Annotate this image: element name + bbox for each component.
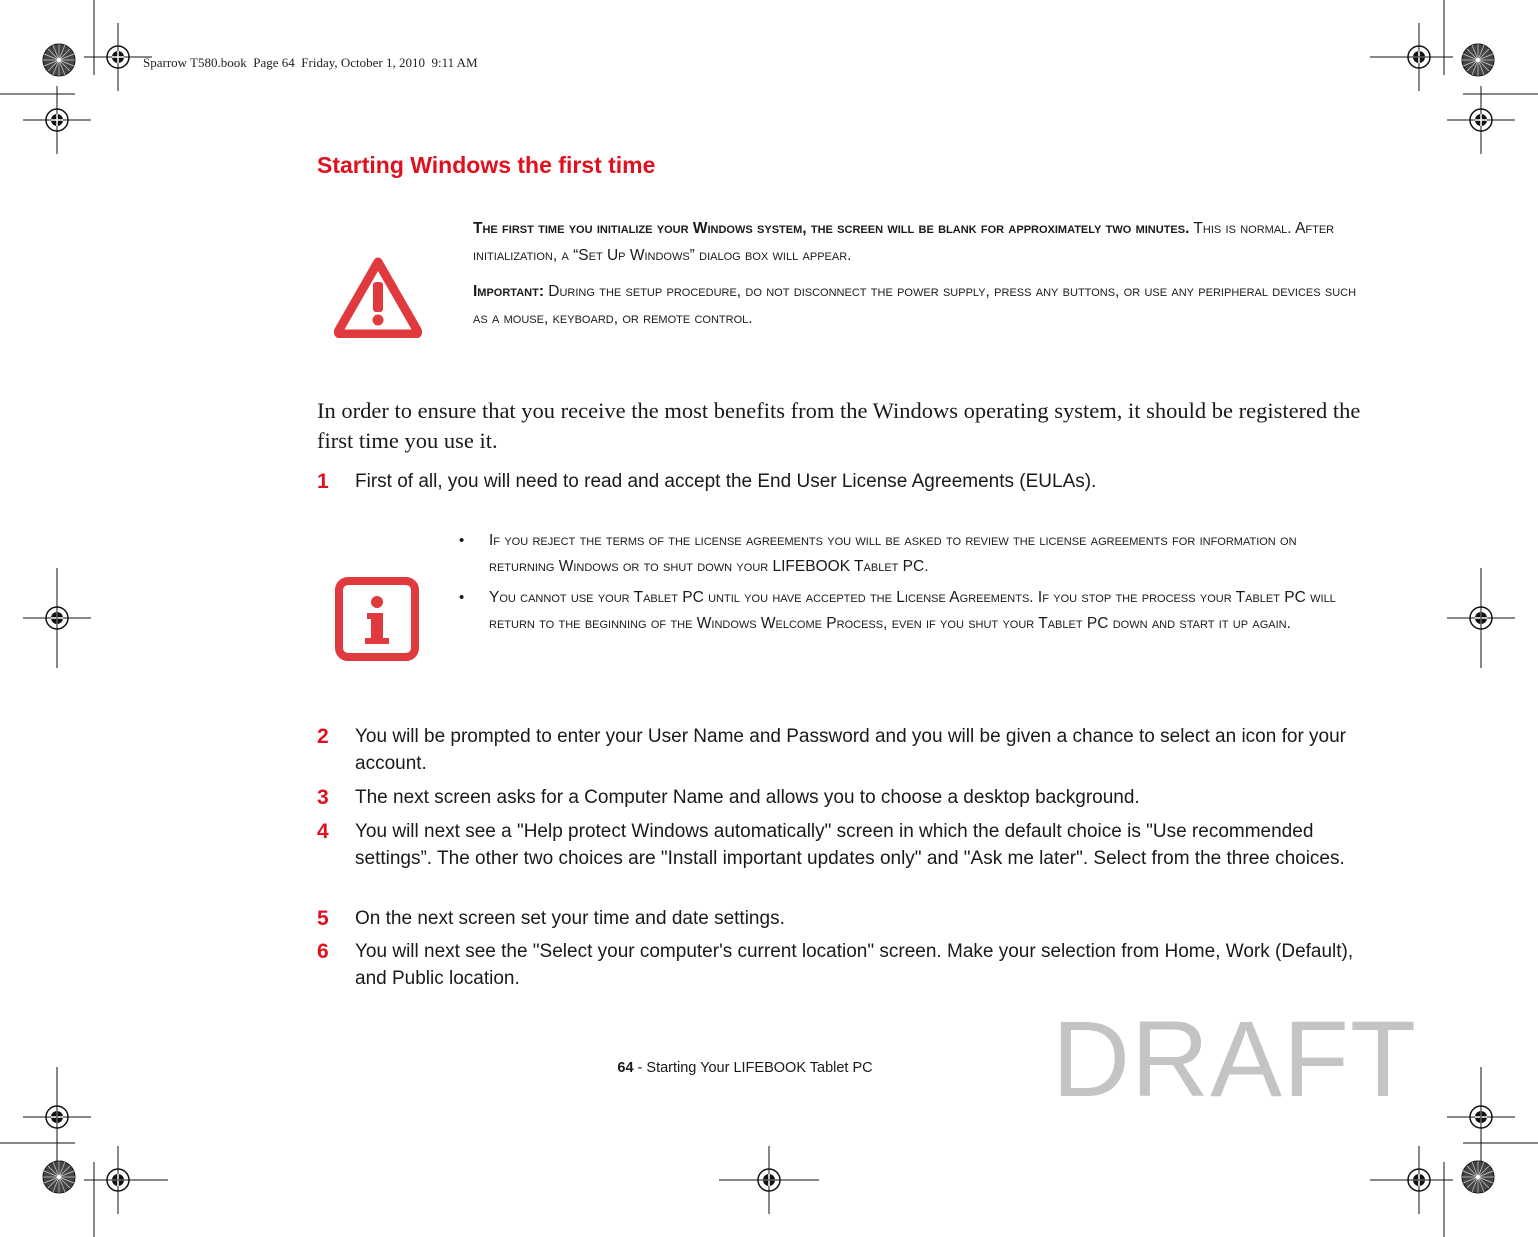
step-text: On the next screen set your time and date settings. [355,908,785,929]
step-item [317,468,1362,495]
step-item [317,818,1362,872]
important-paragraph [473,278,1363,332]
step-number: 4 [317,820,329,843]
important-label: Important: [473,283,544,300]
step-item [317,784,1362,811]
bullet-glyph: • [459,589,465,606]
step-item [317,905,1362,932]
page-title: Starting Windows the first time [317,152,656,178]
intro-paragraph: In order to ensure that you receive the most benefits from the Windows operating system, it should be registered the first time you use it. [317,398,1361,453]
step-text: You will next see the "Select your computer's current location" screen. Make your selection from Home, Work (Default), and Public location. [355,941,1354,989]
page-number: 64 [617,1060,634,1076]
warning-bold: The first time you initialize your Windows system, the screen will be blank for approximately two minutes. [473,220,1190,237]
info-bullet-text: If you reject the terms of the license agreements you will be asked to review the license agreements for information on returning Windows or to shut down your LIFEBOOK Tablet PC. [489,532,1297,575]
warning-paragraph [473,215,1363,269]
info-note-list [455,528,1360,642]
info-bullet [455,585,1360,637]
step-text: First of all, you will need to read and accept the End User License Agreements (EULAs). [355,471,1097,492]
info-bullet [455,528,1360,580]
step-number: 1 [317,470,329,493]
page-footer [0,1060,1490,1076]
footer-text: - Starting Your LIFEBOOK Tablet PC [633,1060,873,1076]
step-number: 2 [317,725,329,748]
step-text: The next screen asks for a Computer Name and allows you to choose a desktop background. [355,787,1140,808]
step-item [317,938,1362,992]
bullet-glyph: • [459,532,465,549]
warning-note [473,215,1363,332]
step-text: You will next see a "Help protect Windows automatically" screen in which the default choice is "Use recommended settings”. The other two choices are "Install important updates only" and "Ask me later". Select from the three choices. [355,821,1345,869]
print-header: Sparrow T580.book Page 64 Friday, October 1, 2010 9:11 AM [143,55,478,70]
step-item [317,723,1362,777]
info-bullet-text: You cannot use your Tablet PC until you have accepted the License Agreements. If you stop the process your Tablet PC will return to the beginning of the Windows Welcome Process, even if you shut your Tablet PC down and start it up again. [489,589,1336,632]
info-icon [334,576,420,662]
warning-triangle-icon [333,256,423,338]
important-text: During the setup procedure, do not disconnect the power supply, press any buttons, or use any peripheral devices such as a mouse, keyboard, or remote control. [473,283,1357,327]
step-text: You will be prompted to enter your User Name and Password and you will be given a chance to select an icon for your account. [355,726,1347,774]
warning-rest: This is normal. After initialization, a “Set Up Windows” dialog box will appear. [473,220,1335,264]
step-number: 5 [317,907,329,930]
draft-watermark: DRAFT [1052,998,1417,1119]
step-number: 3 [317,786,329,809]
step-number: 6 [317,940,329,963]
